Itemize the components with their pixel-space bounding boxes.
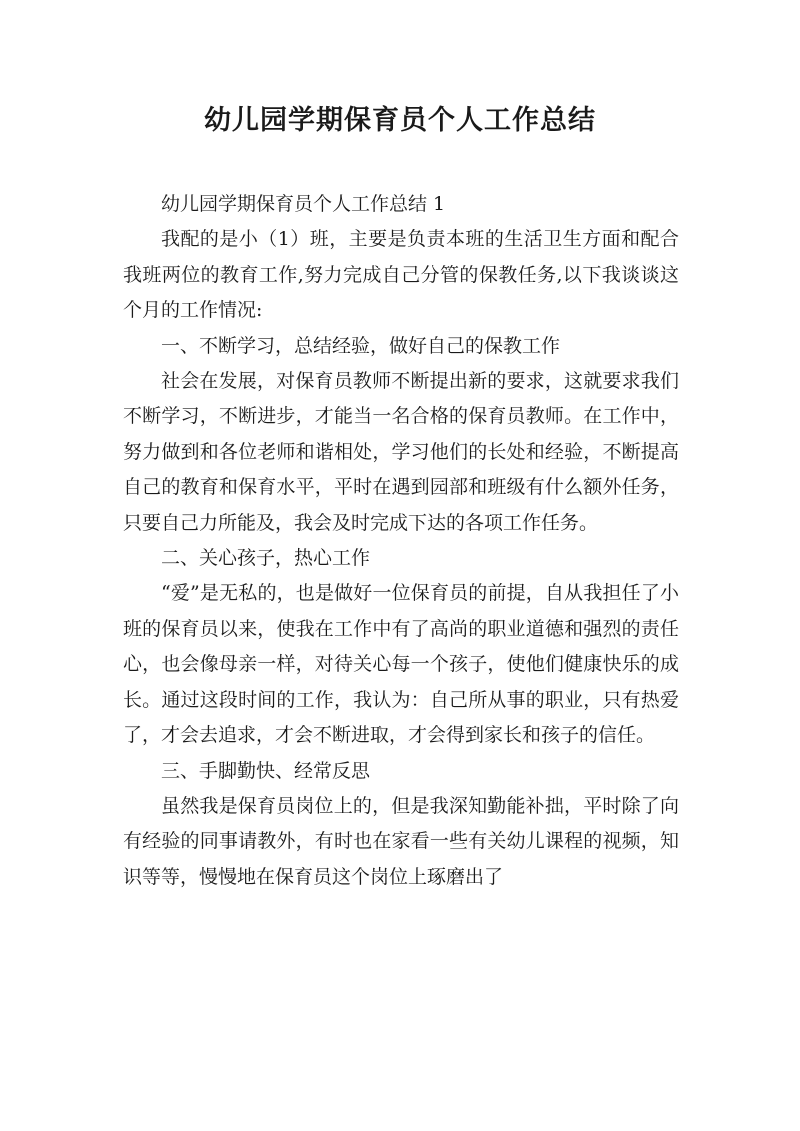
page-title: 幼儿园学期保育员个人工作总结 [204,105,596,136]
section-heading-3: 三、手脚勤快、经常反思 [161,759,371,782]
section-3-paragraph: 虽然我是保育员岗位上的，但是我深知勤能补拙，平时除了向有经验的同事请教外，有时也在家看一些有关幼儿课程的视频，知识等等，慢慢地在保育员这个岗位上琢磨出了 [123,794,679,888]
section-2-paragraph: “爱”是无私的，也是做好一位保育员的前提，自从我担任了小班的保育员以来，使我在工作中有了高尚的职业道德和强烈的责任心，也会像母亲一样，对待关心每一个孩子，使他们健康快乐的成长。通过这段时间的工作，我认为：自己所从事的职业，只有热爱了，才会去追求，才会不断进取，才会得到家长和孩子的信任。 [123,582,679,747]
section-1-paragraph: 社会在发展，对保育员教师不断提出新的要求，这就要求我们不断学习，不断进步，才能当一名合格的保育员教师。在工作中，努力做到和各位老师和谐相处，学习他们的长处和经验，不断提高自己的教育和保育水平，平时在遇到园部和班级有什么额外任务，只要自己力所能及，我会及时完成下达的各项工作任务。 [123,370,679,534]
document-body [123,187,679,895]
section-heading-2: 二、关心孩子，热心工作 [161,547,371,570]
section-subtitle: 幼儿园学期保育员个人工作总结 1 [161,193,446,215]
intro-paragraph: 我配的是小（1）班，主要是负责本班的生活卫生方面和配合我班两位的教育工作,努力完成自己分管的保教任务,以下我谈谈这个月的工作情况: [123,228,679,322]
section-heading-1: 一、不断学习，总结经验，做好自己的保教工作 [161,334,561,357]
